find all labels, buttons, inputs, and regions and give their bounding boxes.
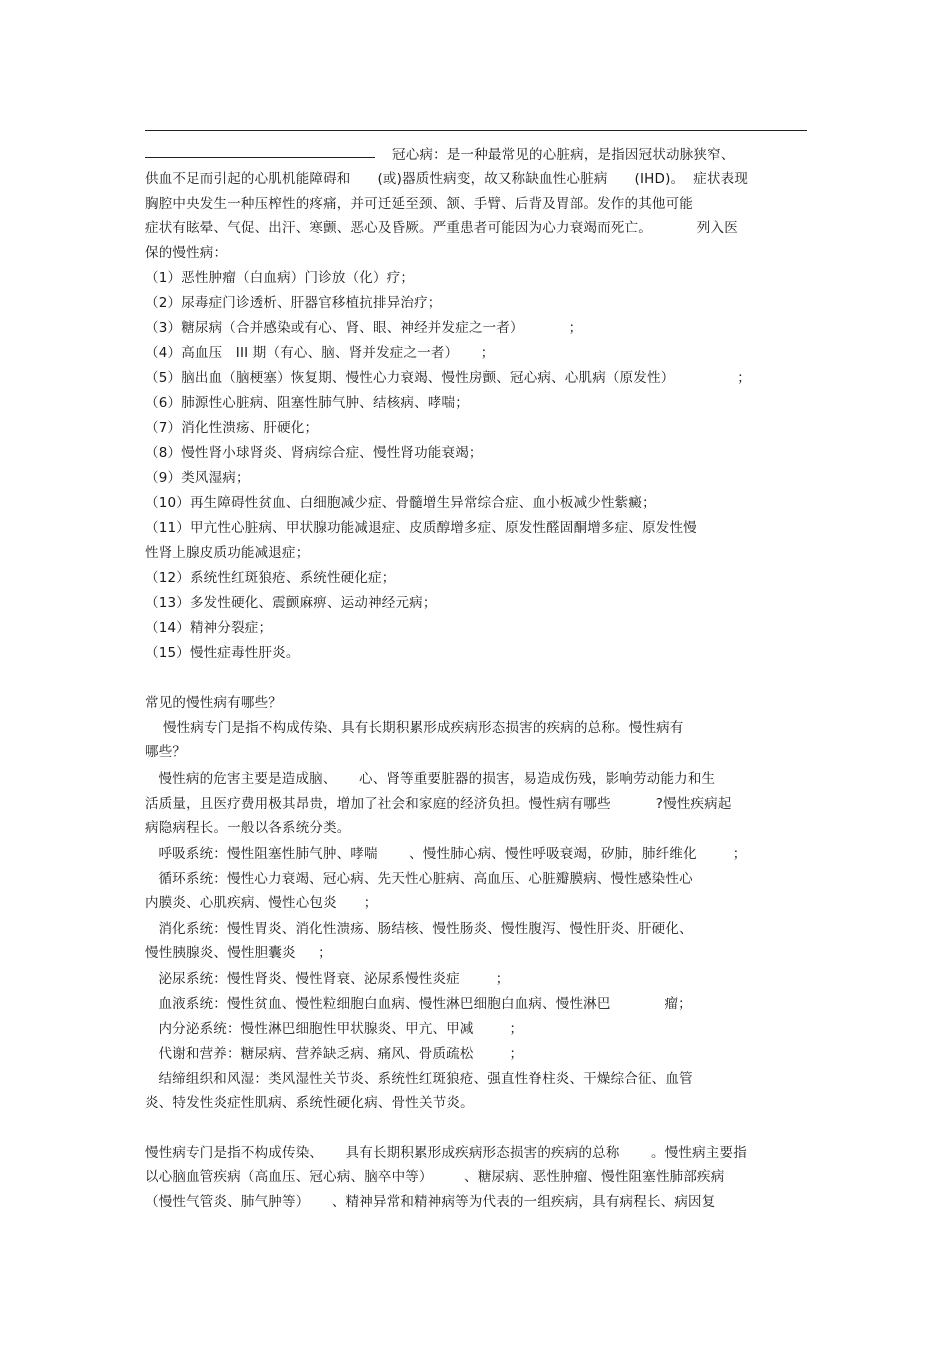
- header-rule: [145, 130, 807, 131]
- list-item: （8）慢性肾小球肾炎、肾病综合症、慢性肾功能衰竭；: [145, 445, 483, 461]
- paragraph-line: 供血不足而引起的心肌机能障碍和 (或)器质性病变，故又称缺血性心脏病 (IHD)。 症状表现: [145, 171, 749, 187]
- list-item: （6）肺源性心脏病、阻塞性肺气肿、结核病、哮喘；: [145, 395, 469, 411]
- section-heading: 常见的慢性病有哪些？: [145, 695, 282, 711]
- paragraph-line: 消化系统：慢性胃炎、消化性溃疡、肠结核、慢性肠炎、慢性腹泻、慢性肝炎、肝硬化、: [145, 921, 693, 937]
- list-item: （13）多发性硬化、震颤麻痹、运动神经元病；: [145, 595, 437, 611]
- list-item: （7）消化性溃疡、肝硬化；: [145, 420, 319, 436]
- paragraph-line: 循环系统：慢性心力衰竭、冠心病、先天性心脏病、高血压、心脏瓣膜病、慢性感染性心: [145, 871, 693, 887]
- list-item: （4）高血压 III 期（有心、脑、肾并发症之一者） ；: [145, 345, 495, 361]
- paragraph-line: 内分泌系统：慢性淋巴细胞性甲状腺炎、甲亢、甲减 ；: [145, 1021, 524, 1037]
- list-item: （2）尿毒症门诊透析、肝器官移植抗排异治疗；: [145, 295, 442, 311]
- paragraph-line: 病隐病程长。一般以各系统分类。: [145, 820, 351, 836]
- paragraph-line: 胸腔中央发生一种压榨性的疼痛，并可迁延至颈、颔、手臂、后背及胃部。发作的其他可能: [145, 196, 693, 212]
- paragraph-line: 代谢和营养：糖尿病、营养缺乏病、痛风、骨质疏松 ；: [145, 1046, 524, 1062]
- paragraph-line: 保的慢性病：: [145, 245, 228, 261]
- paragraph-line: 内膜炎、心肌疾病、慢性心包炎 ；: [145, 895, 378, 911]
- paragraph-line: （慢性气管炎、肺气肿等） 、精神异常和精神病等为代表的一组疾病，具有病程长、病因复: [145, 1194, 716, 1210]
- list-item: （5）脑出血（脑梗塞）恢复期、慢性心力衰竭、慢性房颤、冠心病、心肌病（原发性） ；: [145, 370, 751, 386]
- list-item: （11）甲亢性心脏病、甲状腺功能减退症、皮质醇增多症、原发性醛固酮增多症、原发性慢: [145, 520, 697, 536]
- paragraph-line: 活质量，且医疗费用极其昂贵，增加了社会和家庭的经济负担。慢性病有哪些 ?慢性疾病起: [145, 796, 732, 812]
- paragraph-line: 症状有眩晕、气促、出汗、寒颤、恶心及昏厥。严重患者可能因为心力衰竭而死亡。 列入医: [145, 220, 738, 236]
- paragraph-line: 血液系统：慢性贫血、慢性粒细胞白血病、慢性淋巴细胞白血病、慢性淋巴 瘤；: [145, 996, 692, 1012]
- list-item: （3）糖尿病（合并感染或有心、肾、眼、神经并发症之一者） ；: [145, 320, 583, 336]
- paragraph-line: 慢性病的危害主要是造成脑、 心、肾等重要脏器的损害，易造成伤残，影响劳动能力和生: [145, 771, 716, 787]
- list-item: （1）恶性肿瘤（白血病）门诊放（化）疗；: [145, 270, 415, 286]
- paragraph-line: 冠心病：是一种最常见的心脏病，是指因冠状动脉狭窄、: [145, 147, 735, 163]
- list-item: （14）精神分裂症；: [145, 620, 273, 636]
- paragraph-line: 慢性病专门是指不构成传染、 具有长期积累形成疾病形态损害的疾病的总称 。慢性病主要指: [145, 1145, 747, 1161]
- paragraph-line: 慢性病专门是指不构成传染、具有长期积累形成疾病形态损害的疾病的总称。慢性病有: [145, 720, 684, 736]
- list-item: （9）类风湿病；: [145, 470, 250, 486]
- list-item: （12）系统性红斑狼疮、系统性硬化症；: [145, 570, 396, 586]
- paragraph-line: 呼吸系统：慢性阻塞性肺气肿、哮喘 、慢性肺心病、慢性呼吸衰竭，矽肺，肺纤维化 ；: [145, 846, 747, 862]
- paragraph-line: 炎、特发性炎症性肌病、系统性硬化病、骨性关节炎。: [145, 1095, 474, 1111]
- list-item: （15）慢性症毒性肝炎。: [145, 645, 300, 661]
- list-item: 性肾上腺皮质功能减退症；: [145, 545, 310, 561]
- paragraph-line: 结缔组织和风湿：类风湿性关节炎、系统性红斑狼疮、强直性脊柱炎、干燥综合征、血管: [145, 1071, 693, 1087]
- paragraph-line: 泌尿系统：慢性肾炎、慢性肾衰、泌尿系慢性炎症 ；: [145, 971, 510, 987]
- paragraph-line: 慢性胰腺炎、慢性胆囊炎 ；: [145, 945, 332, 961]
- paragraph-line: 哪些？: [145, 744, 187, 760]
- paragraph-line: 以心脑血管疾病（高血压、冠心病、脑卒中等） 、糖尿病、恶性肿瘤、慢性阻塞性肺部疾病: [145, 1169, 725, 1185]
- list-item: （10）再生障碍性贫血、白细胞减少症、骨髓增生异常综合症、血小板减少性紫癜；: [145, 495, 656, 511]
